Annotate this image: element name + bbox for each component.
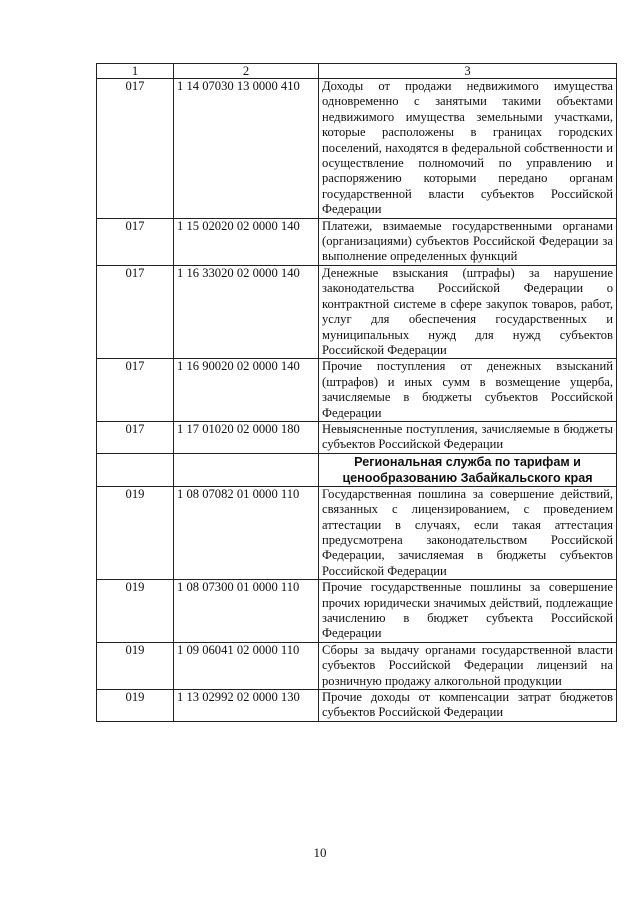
revenue-codes-table bbox=[96, 63, 617, 722]
budget-code-cell: 1 17 01020 02 0000 180 bbox=[174, 421, 319, 453]
budget-code-cell: 1 09 06041 02 0000 110 bbox=[174, 642, 319, 689]
budget-code-cell: 1 15 02020 02 0000 140 bbox=[174, 218, 319, 265]
table-header bbox=[97, 64, 617, 79]
table-row bbox=[97, 79, 617, 219]
header-col-2: 2 bbox=[174, 64, 319, 79]
admin-code-cell bbox=[97, 453, 174, 486]
admin-code-cell: 017 bbox=[97, 79, 174, 219]
revenue-name-cell: Сборы за выдачу органами государственной власти субъектов Российской Федерации лицензий на розничную продажу алкогольной продукции bbox=[319, 642, 617, 689]
table-body bbox=[97, 79, 617, 722]
table-row bbox=[97, 218, 617, 265]
table-row bbox=[97, 265, 617, 358]
revenue-name-cell: Невыясненные поступления, зачисляемые в бюджеты субъектов Российской Федерации bbox=[319, 421, 617, 453]
page-number: 10 bbox=[313, 845, 327, 860]
budget-code-cell: 1 16 33020 02 0000 140 bbox=[174, 265, 319, 358]
budget-code-cell: 1 08 07300 01 0000 110 bbox=[174, 580, 319, 643]
admin-code-cell: 017 bbox=[97, 359, 174, 422]
header-col-1: 1 bbox=[97, 64, 174, 79]
table-row bbox=[97, 642, 617, 689]
revenue-name-cell: Прочие доходы от компенсации затрат бюджетов субъектов Российской Федерации bbox=[319, 690, 617, 722]
revenue-name-cell: Доходы от продажи недвижимого имущества одновременно с занятыми такими объектами недвижимого имущества земельными участками, которые расположены в границах городских поселений, находятся в федеральной собственности и осуществление полномочий по управлению и распоряжению которыми передано органам государственной власти субъектов Российской Федерации bbox=[319, 79, 617, 219]
section-heading: Региональная служба по тарифам и ценообразованию Забайкальского края bbox=[319, 453, 617, 486]
admin-code-cell: 017 bbox=[97, 421, 174, 453]
revenue-name-cell: Денежные взыскания (штрафы) за нарушение законодательства Российской Федерации о контрактной системе в сфере закупок товаров, работ, услуг для обеспечения государственных и муниципальных нужд для нужд субъектов Российской Федерации bbox=[319, 265, 617, 358]
table-row bbox=[97, 421, 617, 453]
revenue-name-cell: Платежи, взимаемые государственными органами (организациями) субъектов Российской Федерации за выполнение определенных функций bbox=[319, 218, 617, 265]
budget-code-cell: 1 14 07030 13 0000 410 bbox=[174, 79, 319, 219]
admin-code-cell: 017 bbox=[97, 265, 174, 358]
admin-code-cell: 017 bbox=[97, 218, 174, 265]
table-row bbox=[97, 359, 617, 422]
admin-code-cell: 019 bbox=[97, 642, 174, 689]
section-heading-row bbox=[97, 453, 617, 486]
admin-code-cell: 019 bbox=[97, 690, 174, 722]
budget-code-cell bbox=[174, 453, 319, 486]
table-row bbox=[97, 690, 617, 722]
revenue-name-cell: Прочие государственные пошлины за совершение прочих юридически значимых действий, подлежащие зачислению в бюджет субъекта Российской Федерации bbox=[319, 580, 617, 643]
revenue-name-cell: Государственная пошлина за совершение действий, связанных с лицензированием, с проведением аттестации в случаях, если такая аттестация предусмотрена законодательством Российской Федерации, зачисляемая в бюджеты субъектов Российской Федерации bbox=[319, 486, 617, 579]
budget-code-cell: 1 08 07082 01 0000 110 bbox=[174, 486, 319, 579]
budget-code-cell: 1 16 90020 02 0000 140 bbox=[174, 359, 319, 422]
admin-code-cell: 019 bbox=[97, 580, 174, 643]
table-row bbox=[97, 486, 617, 579]
revenue-name-cell: Прочие поступления от денежных взысканий (штрафов) и иных сумм в возмещение ущерба, зачисляемые в бюджеты субъектов Российской Федерации bbox=[319, 359, 617, 422]
table-row bbox=[97, 580, 617, 643]
budget-code-cell: 1 13 02992 02 0000 130 bbox=[174, 690, 319, 722]
header-row bbox=[97, 64, 617, 79]
header-col-3: 3 bbox=[319, 64, 617, 79]
admin-code-cell: 019 bbox=[97, 486, 174, 579]
